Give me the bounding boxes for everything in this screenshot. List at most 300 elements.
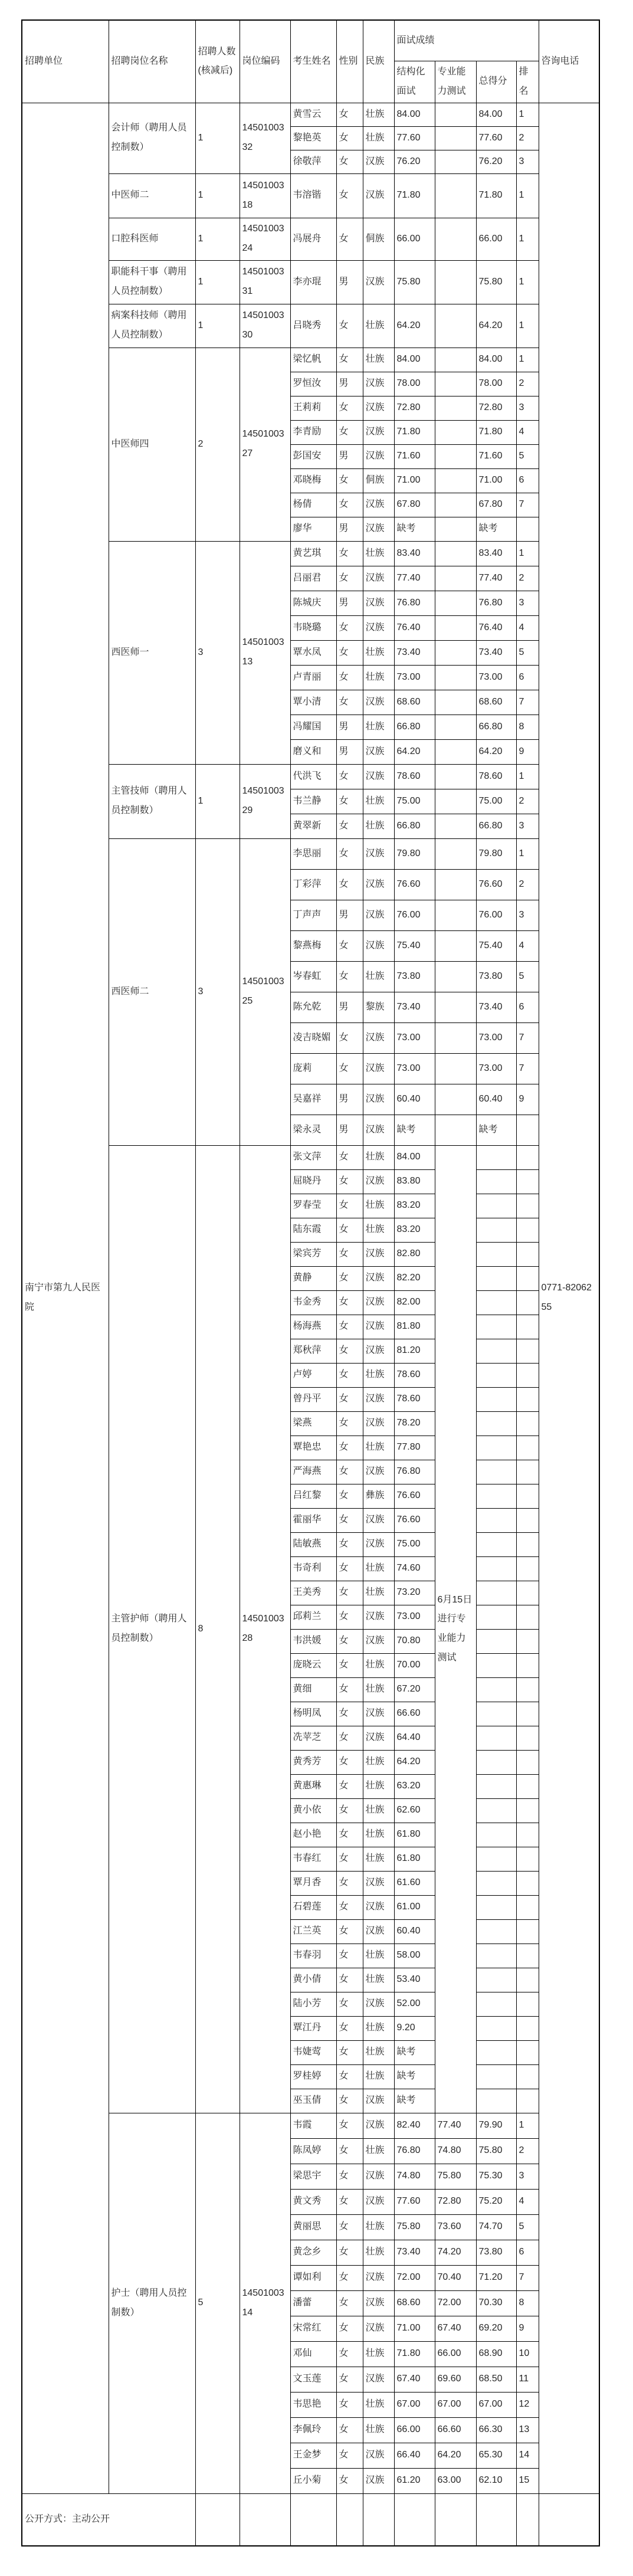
total-score-cell: 84.00	[476, 348, 516, 372]
position-code-cell: 1450100330	[240, 304, 290, 348]
ethnicity-cell: 侗族	[363, 218, 394, 260]
total-score-cell	[476, 1339, 516, 1363]
candidate-name-cell: 凌吉晓媚	[290, 1022, 336, 1053]
total-score-cell	[476, 1750, 516, 1774]
candidate-name-cell: 黄小倩	[290, 1968, 336, 1992]
position-name-cell: 职能科干事（聘用人员控制数）	[109, 260, 195, 304]
professional-score-cell	[435, 690, 476, 715]
gender-cell: 女	[336, 2189, 363, 2214]
ethnicity-cell: 汉族	[363, 517, 394, 541]
gender-cell: 女	[336, 1290, 363, 1315]
candidate-name-cell: 冼苹芝	[290, 1726, 336, 1750]
total-score-cell	[476, 2089, 516, 2113]
candidate-row	[22, 218, 599, 260]
rank-cell	[516, 1726, 539, 1750]
gender-cell: 女	[336, 2240, 363, 2265]
candidate-name-cell: 丁声声	[290, 900, 336, 930]
candidate-row	[22, 764, 599, 789]
professional-score-cell: 69.60	[435, 2367, 476, 2392]
ethnicity-cell: 壮族	[363, 1145, 394, 1169]
professional-score-cell: 72.80	[435, 2189, 476, 2214]
professional-score-cell	[435, 1053, 476, 1084]
rank-cell	[516, 517, 539, 541]
gender-cell: 女	[336, 541, 363, 566]
structured-score-cell: 66.00	[394, 2417, 435, 2443]
ethnicity-cell: 壮族	[363, 2392, 394, 2417]
professional-score-cell	[435, 126, 476, 150]
total-score-cell	[476, 1581, 516, 1605]
structured-score-cell: 71.80	[394, 2341, 435, 2367]
ethnicity-cell: 壮族	[363, 2341, 394, 2367]
structured-score-cell: 68.60	[394, 690, 435, 715]
total-score-cell: 73.00	[476, 1053, 516, 1084]
rank-cell: 7	[516, 1022, 539, 1053]
total-score-cell: 76.00	[476, 900, 516, 930]
total-score-cell	[476, 1387, 516, 1411]
recruiting-unit-cell: 南宁市第九人民医院	[22, 103, 109, 2493]
ethnicity-cell: 壮族	[363, 665, 394, 690]
structured-score-cell: 61.80	[394, 1847, 435, 1871]
structured-score-cell: 73.00	[394, 1053, 435, 1084]
candidate-name-cell: 杨倩	[290, 493, 336, 517]
position-name-cell: 病案科技师（聘用人员控制数）	[109, 304, 195, 348]
gender-cell: 女	[336, 468, 363, 493]
structured-score-cell: 71.80	[394, 420, 435, 444]
structured-score-cell: 63.20	[394, 1774, 435, 1798]
gender-cell: 女	[336, 2417, 363, 2443]
candidate-name-cell: 邓晓梅	[290, 468, 336, 493]
ethnicity-cell: 汉族	[363, 1315, 394, 1339]
total-score-cell: 60.40	[476, 1084, 516, 1115]
gender-cell: 男	[336, 372, 363, 396]
candidate-row	[22, 541, 599, 566]
structured-score-cell: 76.80	[394, 591, 435, 615]
candidate-name-cell: 梁思宇	[290, 2164, 336, 2189]
candidate-name-cell: 宋常红	[290, 2316, 336, 2341]
position-code-cell: 1450100331	[240, 260, 290, 304]
candidate-row	[22, 1145, 599, 1169]
ethnicity-cell: 壮族	[363, 1798, 394, 1823]
gender-cell: 女	[336, 2214, 363, 2240]
candidate-name-cell: 韦洪媛	[290, 1629, 336, 1653]
total-score-cell: 75.00	[476, 789, 516, 814]
ethnicity-cell: 壮族	[363, 2040, 394, 2064]
total-score-cell	[476, 1653, 516, 1677]
professional-score-cell	[435, 814, 476, 838]
candidate-name-cell: 覃小清	[290, 690, 336, 715]
gender-cell: 女	[336, 1363, 363, 1387]
total-score-cell: 70.30	[476, 2290, 516, 2316]
structured-score-cell: 74.80	[394, 2164, 435, 2189]
candidate-name-cell: 文玉莲	[290, 2367, 336, 2392]
ethnicity-cell: 壮族	[363, 2240, 394, 2265]
rank-cell: 7	[516, 690, 539, 715]
structured-score-cell: 82.80	[394, 1242, 435, 1266]
total-score-cell	[476, 1798, 516, 1823]
ethnicity-cell: 汉族	[363, 1895, 394, 1919]
header-structured-interview: 结构化面试	[394, 61, 435, 103]
professional-score-cell: 74.20	[435, 2240, 476, 2265]
ethnicity-cell: 汉族	[363, 2290, 394, 2316]
structured-score-cell: 67.00	[394, 2392, 435, 2417]
gender-cell: 女	[336, 1508, 363, 1532]
rank-cell: 3	[516, 591, 539, 615]
structured-score-cell: 64.20	[394, 1750, 435, 1774]
headcount-cell: 1	[195, 218, 240, 260]
gender-cell: 女	[336, 2341, 363, 2367]
rank-cell: 2	[516, 2138, 539, 2164]
structured-score-cell: 缺考	[394, 517, 435, 541]
gender-cell: 女	[336, 1053, 363, 1084]
candidate-name-cell: 严海燕	[290, 1460, 336, 1484]
structured-score-cell: 73.00	[394, 1605, 435, 1629]
ethnicity-cell: 壮族	[363, 2016, 394, 2040]
position-name-cell: 口腔科医师	[109, 218, 195, 260]
total-score-cell: 66.30	[476, 2417, 516, 2443]
structured-score-cell: 73.00	[394, 1022, 435, 1053]
ethnicity-cell: 壮族	[363, 1774, 394, 1798]
total-score-cell: 71.80	[476, 420, 516, 444]
ethnicity-cell: 汉族	[363, 2265, 394, 2290]
total-score-cell: 75.80	[476, 2138, 516, 2164]
structured-score-cell: 73.40	[394, 640, 435, 665]
ethnicity-cell: 壮族	[363, 1944, 394, 1968]
ethnicity-cell: 汉族	[363, 1702, 394, 1726]
structured-score-cell: 75.00	[394, 1532, 435, 1556]
gender-cell: 女	[336, 789, 363, 814]
structured-score-cell: 75.40	[394, 930, 435, 961]
ethnicity-cell: 汉族	[363, 1084, 394, 1115]
structured-score-cell: 81.20	[394, 1339, 435, 1363]
total-score-cell	[476, 1290, 516, 1315]
professional-score-cell	[435, 615, 476, 640]
gender-cell: 女	[336, 150, 363, 173]
rank-cell: 1	[516, 764, 539, 789]
gender-cell: 女	[336, 2468, 363, 2493]
headcount-cell: 5	[195, 2113, 240, 2493]
header-gender: 性别	[336, 20, 363, 103]
structured-score-cell: 78.60	[394, 1363, 435, 1387]
rank-cell: 1	[516, 348, 539, 372]
candidate-name-cell: 黄丽思	[290, 2214, 336, 2240]
structured-score-cell: 66.60	[394, 1702, 435, 1726]
total-score-cell: 75.40	[476, 930, 516, 961]
total-score-cell: 缺考	[476, 1115, 516, 1145]
total-score-cell	[476, 1145, 516, 1169]
total-score-cell	[476, 1629, 516, 1653]
structured-score-cell: 缺考	[394, 1115, 435, 1145]
headcount-cell: 8	[195, 1145, 240, 2113]
position-name-cell: 西医师一	[109, 541, 195, 764]
footer-empty-cell	[195, 2493, 240, 2546]
candidate-name-cell: 丘小菊	[290, 2468, 336, 2493]
candidate-name-cell: 梁宾芳	[290, 1242, 336, 1266]
ethnicity-cell: 汉族	[363, 1726, 394, 1750]
gender-cell: 女	[336, 1944, 363, 1968]
total-score-cell: 67.00	[476, 2392, 516, 2417]
candidate-name-cell: 杨明凤	[290, 1702, 336, 1726]
candidate-name-cell: 陈允乾	[290, 992, 336, 1022]
rank-cell	[516, 2064, 539, 2089]
structured-score-cell: 64.40	[394, 1726, 435, 1750]
structured-score-cell: 76.00	[394, 900, 435, 930]
rank-cell: 5	[516, 2214, 539, 2240]
rank-cell	[516, 1242, 539, 1266]
ethnicity-cell: 汉族	[363, 1266, 394, 1290]
professional-score-cell	[435, 789, 476, 814]
rank-cell: 6	[516, 2240, 539, 2265]
candidate-name-cell: 黄雪云	[290, 103, 336, 126]
ethnicity-cell: 壮族	[363, 814, 394, 838]
professional-score-cell	[435, 900, 476, 930]
gender-cell: 女	[336, 396, 363, 420]
rank-cell: 3	[516, 900, 539, 930]
gender-cell: 男	[336, 715, 363, 739]
ethnicity-cell: 汉族	[363, 900, 394, 930]
structured-score-cell: 73.00	[394, 665, 435, 690]
rank-cell	[516, 1460, 539, 1484]
rank-cell: 4	[516, 930, 539, 961]
rank-cell	[516, 1339, 539, 1363]
total-score-cell: 66.80	[476, 814, 516, 838]
structured-score-cell: 79.80	[394, 838, 435, 869]
professional-score-cell	[435, 1022, 476, 1053]
ethnicity-cell: 壮族	[363, 640, 394, 665]
gender-cell: 男	[336, 591, 363, 615]
gender-cell: 女	[336, 1339, 363, 1363]
ethnicity-cell: 汉族	[363, 1339, 394, 1363]
structured-score-cell: 缺考	[394, 2040, 435, 2064]
gender-cell: 女	[336, 1484, 363, 1508]
gender-cell: 女	[336, 1919, 363, 1944]
rank-cell: 1	[516, 260, 539, 304]
total-score-cell	[476, 2064, 516, 2089]
gender-cell: 女	[336, 493, 363, 517]
professional-score-cell	[435, 396, 476, 420]
ethnicity-cell: 壮族	[363, 1847, 394, 1871]
total-score-cell: 62.10	[476, 2468, 516, 2493]
gender-cell: 女	[336, 566, 363, 591]
ethnicity-cell: 壮族	[363, 1823, 394, 1847]
structured-score-cell: 84.00	[394, 1145, 435, 1169]
total-score-cell: 71.80	[476, 173, 516, 218]
headcount-cell: 1	[195, 103, 240, 173]
total-score-cell: 65.30	[476, 2443, 516, 2468]
structured-score-cell: 78.60	[394, 764, 435, 789]
rank-cell: 7	[516, 2265, 539, 2290]
structured-score-cell: 77.40	[394, 566, 435, 591]
gender-cell: 女	[336, 2316, 363, 2341]
total-score-cell: 76.20	[476, 150, 516, 173]
candidate-name-cell: 李亦琨	[290, 260, 336, 304]
structured-score-cell: 83.80	[394, 1169, 435, 1194]
rank-cell	[516, 1823, 539, 1847]
professional-score-cell	[435, 468, 476, 493]
ethnicity-cell: 壮族	[363, 1363, 394, 1387]
rank-cell	[516, 1702, 539, 1726]
gender-cell: 女	[336, 2290, 363, 2316]
total-score-cell: 78.60	[476, 764, 516, 789]
professional-score-cell	[435, 764, 476, 789]
total-score-cell: 76.60	[476, 869, 516, 900]
rank-cell: 4	[516, 615, 539, 640]
ethnicity-cell: 壮族	[363, 2417, 394, 2443]
structured-score-cell: 70.80	[394, 1629, 435, 1653]
ethnicity-cell: 汉族	[363, 1290, 394, 1315]
rank-cell	[516, 1145, 539, 1169]
ethnicity-cell: 汉族	[363, 2367, 394, 2392]
gender-cell: 男	[336, 517, 363, 541]
rank-cell	[516, 2016, 539, 2040]
gender-cell: 女	[336, 1387, 363, 1411]
gender-cell: 女	[336, 814, 363, 838]
footer-empty-cell	[435, 2493, 476, 2546]
position-code-cell: 1450100329	[240, 764, 290, 838]
gender-cell: 女	[336, 838, 363, 869]
gender-cell: 女	[336, 2138, 363, 2164]
ethnicity-cell: 壮族	[363, 1581, 394, 1605]
total-score-cell	[476, 1315, 516, 1339]
gender-cell: 女	[336, 615, 363, 640]
rank-cell	[516, 1944, 539, 1968]
professional-score-cell: 67.40	[435, 2316, 476, 2341]
rank-cell: 3	[516, 2164, 539, 2189]
rank-cell	[516, 1605, 539, 1629]
candidate-name-cell: 黄念乡	[290, 2240, 336, 2265]
total-score-cell	[476, 1508, 516, 1532]
position-code-cell: 1450100327	[240, 348, 290, 541]
total-score-cell: 73.40	[476, 640, 516, 665]
rank-cell: 2	[516, 126, 539, 150]
ethnicity-cell: 壮族	[363, 1194, 394, 1218]
gender-cell: 女	[336, 126, 363, 150]
ethnicity-cell: 壮族	[363, 1653, 394, 1677]
ethnicity-cell: 汉族	[363, 1242, 394, 1266]
gender-cell: 女	[336, 1750, 363, 1774]
total-score-cell	[476, 1823, 516, 1847]
structured-score-cell: 72.00	[394, 2265, 435, 2290]
professional-score-cell: 72.00	[435, 2290, 476, 2316]
structured-score-cell: 77.60	[394, 2189, 435, 2214]
total-score-cell: 72.80	[476, 396, 516, 420]
header-code: 岗位编码	[240, 20, 290, 103]
gender-cell: 女	[336, 218, 363, 260]
total-score-cell	[476, 1726, 516, 1750]
ethnicity-cell: 壮族	[363, 2138, 394, 2164]
footer-empty-cell	[476, 2493, 516, 2546]
structured-score-cell: 66.40	[394, 2443, 435, 2468]
header-interview-score-group: 面试成绩	[394, 20, 539, 61]
ethnicity-cell: 汉族	[363, 1115, 394, 1145]
rank-cell: 1	[516, 2113, 539, 2138]
footer-empty-cell	[336, 2493, 363, 2546]
structured-score-cell: 68.60	[394, 2290, 435, 2316]
contact-phone-cell: 0771-8206255	[539, 103, 599, 2493]
total-score-cell	[476, 2040, 516, 2064]
gender-cell: 女	[336, 2064, 363, 2089]
candidate-name-cell: 庞莉	[290, 1053, 336, 1084]
gender-cell: 男	[336, 1084, 363, 1115]
rank-cell: 15	[516, 2468, 539, 2493]
candidate-name-cell: 梁燕	[290, 1411, 336, 1436]
ethnicity-cell: 汉族	[363, 1605, 394, 1629]
rank-cell	[516, 1992, 539, 2016]
professional-score-cell	[435, 517, 476, 541]
total-score-cell	[476, 1532, 516, 1556]
candidate-name-cell: 李青励	[290, 420, 336, 444]
total-score-cell: 68.90	[476, 2341, 516, 2367]
candidate-name-cell: 庞晓云	[290, 1653, 336, 1677]
structured-score-cell: 60.40	[394, 1084, 435, 1115]
ethnicity-cell: 壮族	[363, 541, 394, 566]
position-name-cell: 中医师二	[109, 173, 195, 218]
ethnicity-cell: 汉族	[363, 1169, 394, 1194]
rank-cell: 6	[516, 665, 539, 690]
structured-score-cell: 76.60	[394, 869, 435, 900]
headcount-cell: 3	[195, 541, 240, 764]
rank-cell: 10	[516, 2341, 539, 2367]
total-score-cell: 66.80	[476, 715, 516, 739]
footer-empty-cell	[394, 2493, 435, 2546]
rank-cell	[516, 1315, 539, 1339]
footer-empty-cell	[539, 2493, 599, 2546]
gender-cell: 女	[336, 1653, 363, 1677]
gender-cell: 女	[336, 1629, 363, 1653]
ethnicity-cell: 汉族	[363, 1919, 394, 1944]
candidate-name-cell: 邱莉兰	[290, 1605, 336, 1629]
structured-score-cell: 67.40	[394, 2367, 435, 2392]
total-score-cell	[476, 1871, 516, 1895]
ethnicity-cell: 汉族	[363, 173, 394, 218]
structured-score-cell: 71.80	[394, 173, 435, 218]
headcount-cell: 1	[195, 173, 240, 218]
rank-cell	[516, 1266, 539, 1290]
gender-cell: 女	[336, 173, 363, 218]
ethnicity-cell: 壮族	[363, 1750, 394, 1774]
total-score-cell	[476, 1484, 516, 1508]
candidate-name-cell: 梁忆帆	[290, 348, 336, 372]
position-code-cell: 1450100313	[240, 541, 290, 764]
professional-score-cell: 67.00	[435, 2392, 476, 2417]
candidate-name-cell: 罗春莹	[290, 1194, 336, 1218]
total-score-cell	[476, 1702, 516, 1726]
rank-cell: 2	[516, 372, 539, 396]
gender-cell: 女	[336, 1605, 363, 1629]
gender-cell: 女	[336, 1968, 363, 1992]
rank-cell	[516, 1556, 539, 1581]
rank-cell	[516, 1532, 539, 1556]
professional-score-cell	[435, 838, 476, 869]
candidate-name-cell: 韦婕莺	[290, 2040, 336, 2064]
total-score-cell: 64.20	[476, 304, 516, 348]
structured-score-cell: 77.60	[394, 126, 435, 150]
headcount-cell: 2	[195, 348, 240, 541]
candidate-name-cell: 覃月香	[290, 1871, 336, 1895]
candidate-name-cell: 覃艳忠	[290, 1436, 336, 1460]
structured-score-cell: 84.00	[394, 103, 435, 126]
gender-cell: 女	[336, 1823, 363, 1847]
professional-score-cell: 64.20	[435, 2443, 476, 2468]
candidate-row	[22, 304, 599, 348]
candidate-name-cell: 吕红黎	[290, 1484, 336, 1508]
gender-cell: 男	[336, 444, 363, 468]
total-score-cell	[476, 1194, 516, 1218]
gender-cell: 女	[336, 103, 363, 126]
gender-cell: 男	[336, 1115, 363, 1145]
total-score-cell	[476, 1363, 516, 1387]
ethnicity-cell: 汉族	[363, 1532, 394, 1556]
professional-score-cell	[435, 992, 476, 1022]
